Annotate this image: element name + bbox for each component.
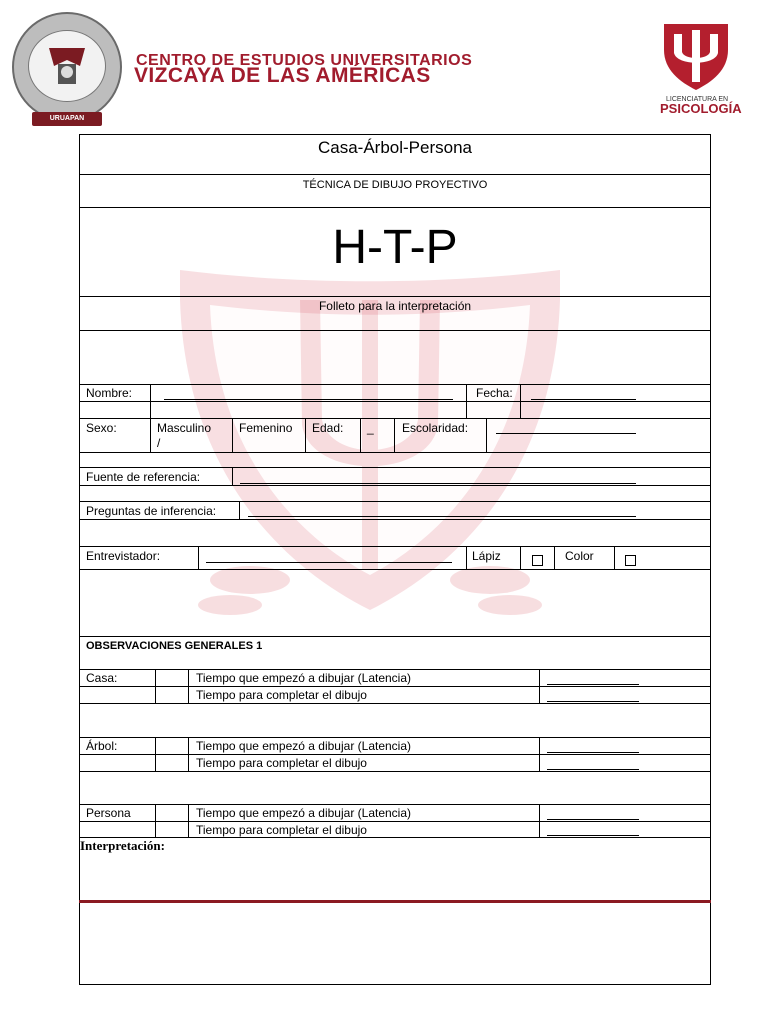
color-checkbox[interactable] (625, 555, 636, 566)
arbol-latencia-label: Tiempo que empezó a dibujar (Latencia) (196, 739, 412, 753)
cell-divider (466, 546, 467, 570)
row-divider (79, 821, 711, 822)
seal-emblem-icon (44, 40, 90, 90)
row-divider (79, 546, 711, 547)
cell-divider (305, 418, 306, 453)
row-divider (79, 207, 711, 208)
entrevistador-label: Entrevistador: (86, 549, 161, 563)
row-divider (79, 754, 711, 755)
frame-bottom (79, 984, 711, 985)
row-divider (79, 771, 711, 772)
row-divider (79, 669, 711, 670)
row-divider (79, 452, 711, 453)
row-divider (79, 636, 711, 637)
form-title: Casa-Árbol-Persona (317, 138, 472, 157)
fuente-label: Fuente de referencia: (86, 470, 201, 484)
edad-input[interactable]: _ (367, 421, 374, 435)
institution-name-line2: VIZCAYA DE LAS AMÉRICAS (134, 64, 431, 87)
row-divider (79, 686, 711, 687)
cell-divider (360, 418, 361, 453)
arbol-completar-input[interactable] (547, 769, 639, 770)
persona-completar-label: Tiempo para completar el dibujo (196, 823, 367, 837)
persona-completar-input[interactable] (547, 835, 639, 836)
persona-label: Persona (86, 806, 131, 820)
entrevistador-input[interactable] (206, 562, 452, 563)
cell-divider (554, 546, 555, 570)
interpretacion-area[interactable] (80, 905, 709, 983)
row-divider (79, 837, 711, 838)
row-divider (79, 804, 711, 805)
row-divider (79, 330, 711, 331)
casa-completar-input[interactable] (547, 701, 639, 702)
arbol-latencia-input[interactable] (547, 752, 639, 753)
sexo-separator: / (157, 436, 161, 450)
escolaridad-label: Escolaridad: (402, 421, 469, 435)
program-name: PSICOLOGÍA (660, 101, 742, 116)
row-divider (79, 401, 711, 402)
persona-latencia-input[interactable] (547, 819, 639, 820)
casa-completar-label: Tiempo para completar el dibujo (196, 688, 367, 702)
row-divider (79, 296, 711, 297)
cell-divider (232, 418, 233, 453)
casa-latencia-input[interactable] (547, 684, 639, 685)
seal-ribbon: URUAPAN (32, 112, 102, 126)
booklet-label: Folleto para la interpretación (318, 299, 472, 313)
lapiz-label: Lápiz (472, 549, 501, 563)
form-acronym: H-T-P (332, 221, 458, 274)
frame-top (79, 134, 711, 135)
nombre-label: Nombre: (86, 386, 133, 400)
persona-latencia-label: Tiempo que empezó a dibujar (Latencia) (196, 806, 412, 820)
row-divider (79, 485, 711, 486)
row-divider (79, 737, 711, 738)
escolaridad-input[interactable] (496, 433, 636, 434)
preguntas-label: Preguntas de inferencia: (86, 504, 217, 518)
row-divider (79, 174, 711, 175)
row-divider (79, 519, 711, 520)
cell-divider (198, 546, 199, 570)
arbol-completar-label: Tiempo para completar el dibujo (196, 756, 367, 770)
cell-divider (232, 467, 233, 486)
accent-divider (79, 900, 711, 903)
cell-divider (520, 546, 521, 570)
row-divider (79, 418, 711, 419)
psychology-shield-logo (660, 20, 732, 92)
nombre-input[interactable] (164, 399, 453, 400)
femenino-option[interactable]: Femenino (239, 421, 293, 435)
color-label: Color (565, 549, 594, 563)
interpretacion-label: Interpretación: (80, 838, 165, 853)
cell-divider (239, 501, 240, 520)
row-divider (79, 501, 711, 502)
observaciones-heading: OBSERVACIONES GENERALES 1 (86, 640, 263, 652)
masculino-option[interactable]: Masculino (157, 421, 212, 435)
row-divider (79, 467, 711, 468)
row-divider (79, 703, 711, 704)
cell-divider (394, 418, 395, 453)
cell-divider (614, 546, 615, 570)
lapiz-checkbox[interactable] (532, 555, 543, 566)
edad-label: Edad: (312, 421, 344, 435)
fecha-input[interactable] (531, 399, 636, 400)
preguntas-input[interactable] (248, 516, 636, 517)
cell-divider (486, 418, 487, 453)
program-caption: LICENCIATURA EN (666, 96, 729, 103)
cell-divider (150, 418, 151, 453)
institution-name-line1: CENTRO DE ESTUDIOS UNIVERSITARIOS (136, 52, 473, 69)
row-divider (79, 569, 711, 570)
arbol-label: Árbol: (86, 739, 118, 753)
casa-label: Casa: (86, 671, 118, 685)
form-subtitle: TÉCNICA DE DIBUJO PROYECTIVO (302, 179, 488, 191)
fuente-input[interactable] (240, 483, 636, 484)
casa-latencia-label: Tiempo que empezó a dibujar (Latencia) (196, 671, 412, 685)
row-divider (79, 384, 711, 385)
fecha-label: Fecha: (476, 386, 513, 400)
sexo-label: Sexo: (86, 421, 117, 435)
